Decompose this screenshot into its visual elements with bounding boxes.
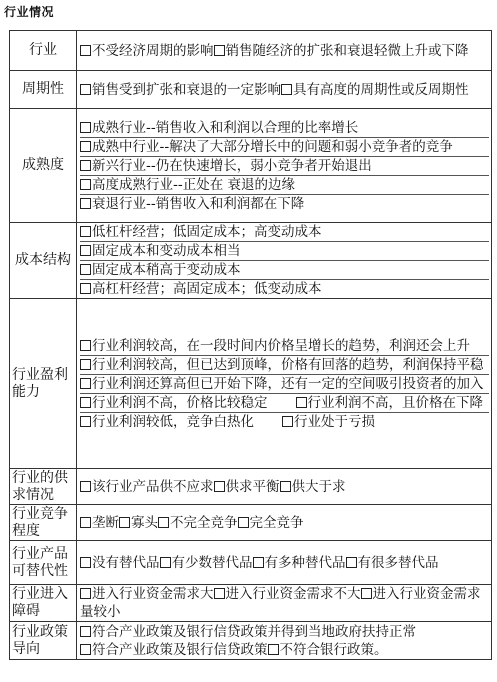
checkbox-icon[interactable] (80, 626, 91, 637)
option[interactable] (158, 515, 238, 531)
option-line (80, 356, 489, 375)
option-label: 符合产业政策及银行信贷政策 (92, 641, 268, 658)
option-line (80, 394, 489, 413)
option-line (80, 223, 489, 242)
option[interactable] (80, 120, 358, 136)
option[interactable] (80, 281, 322, 297)
row-label: 行业盈利能力 (10, 299, 77, 469)
checkbox-icon[interactable] (80, 160, 91, 171)
table-row (10, 541, 492, 585)
option[interactable] (80, 43, 214, 59)
option[interactable] (80, 139, 453, 155)
option[interactable] (281, 82, 469, 98)
row-label: 成本结构 (10, 223, 77, 299)
checkbox-icon[interactable] (214, 481, 225, 492)
option-label: 高杠杆经营；高固定成本；低变动成本 (92, 281, 322, 297)
row-label: 行业产品可替代性 (10, 541, 77, 585)
checkbox-icon[interactable] (282, 416, 293, 427)
option[interactable] (214, 43, 469, 59)
checkbox-icon[interactable] (80, 340, 91, 351)
row-label: 成熟度 (10, 109, 77, 223)
option-label: 完全竞争 (249, 514, 304, 531)
option-label: 行业利润较高，但已达到顶峰，价格有回落的趋势，利润保持平稳 (92, 356, 484, 373)
checkbox-icon[interactable] (80, 481, 91, 492)
option-label: 行业利润较低，竞争白热化 (92, 413, 254, 430)
checkbox-icon[interactable] (80, 122, 91, 133)
option[interactable] (238, 515, 304, 531)
checkbox-icon[interactable] (80, 644, 91, 655)
option[interactable] (80, 414, 254, 430)
options-cell (77, 71, 492, 109)
option[interactable] (253, 555, 346, 571)
option[interactable] (214, 586, 361, 602)
checkbox-icon[interactable] (80, 283, 91, 294)
option[interactable] (80, 224, 322, 240)
checkbox-icon[interactable] (268, 644, 279, 655)
options-cell (77, 505, 492, 541)
option[interactable] (80, 177, 295, 193)
option-line (80, 413, 489, 431)
table-row (10, 585, 492, 622)
option[interactable] (80, 158, 372, 174)
option-label: 固定成本稍高于变动成本 (92, 262, 241, 278)
option-label: 销售随经济的扩张和衰退轻微上升或下降 (225, 42, 469, 59)
option[interactable] (119, 515, 158, 531)
options-cell (77, 541, 492, 585)
option-label: 没有替代品 (92, 554, 160, 571)
option-label: 行业利润不高，价格比较稳定 (92, 394, 268, 411)
checkbox-icon[interactable] (80, 84, 91, 95)
option-line (80, 261, 489, 280)
options-cell (77, 223, 492, 299)
checkbox-icon[interactable] (80, 179, 91, 190)
row-label: 行业竞争程度 (10, 505, 77, 541)
option-label: 有少数替代品 (171, 554, 253, 571)
industry-assessment-table (9, 30, 492, 660)
option-label: 新兴行业--仍在快速增长，弱小竞争者开始退出 (92, 157, 372, 174)
table-row (10, 223, 492, 299)
checkbox-icon[interactable] (361, 588, 372, 599)
option-label: 进入行业资金需求不大 (225, 586, 361, 602)
option-label: 低杠杆经营；低固定成本；高变动成本 (92, 224, 322, 240)
option-line (80, 195, 489, 213)
options-cell (77, 299, 492, 469)
option[interactable] (346, 555, 439, 571)
table-row (10, 622, 492, 660)
option-label: 行业处于亏损 (294, 413, 375, 430)
row-label: 周期性 (10, 71, 77, 109)
checkbox-icon[interactable] (296, 397, 307, 408)
option-label: 成熟中行业--解决了大部分增长中的问题和弱小竞争者的竞争 (92, 138, 453, 155)
row-label: 行业政策导向 (10, 622, 77, 660)
option-label: 垄断 (92, 514, 119, 531)
option-label: 衰退行业--销售收入和利润都在下降 (92, 195, 305, 212)
checkbox-icon[interactable] (80, 557, 91, 568)
checkbox-icon[interactable] (80, 245, 91, 256)
option[interactable] (80, 642, 268, 658)
option[interactable] (214, 479, 280, 495)
table-row (10, 469, 492, 505)
option-label: 具有高度的周期性或反周期性 (293, 81, 469, 98)
option[interactable] (160, 555, 253, 571)
option-label: 不完全竞争 (170, 514, 238, 531)
checkbox-icon[interactable] (280, 481, 291, 492)
checkbox-icon[interactable] (160, 557, 171, 568)
option[interactable] (80, 395, 268, 411)
option-label: 成熟行业--销售收入和利润以合理的比率增长 (92, 119, 359, 136)
checkbox-icon[interactable] (80, 517, 91, 528)
option-label: 进入行业资金需求量较小 (80, 586, 481, 620)
option[interactable] (80, 338, 470, 354)
option[interactable] (80, 586, 214, 602)
option-label: 销售受到扩张和衰退的一定影响 (92, 81, 281, 98)
checkbox-icon[interactable] (80, 45, 91, 56)
checkbox-icon[interactable] (80, 378, 91, 389)
checkbox-icon[interactable] (80, 141, 91, 152)
checkbox-icon[interactable] (80, 416, 91, 427)
option[interactable] (80, 357, 484, 373)
checkbox-icon[interactable] (80, 588, 91, 599)
table-row (10, 505, 492, 541)
option[interactable] (80, 376, 484, 392)
options-cell (77, 109, 492, 223)
option[interactable] (296, 395, 484, 411)
row-label: 行业的供求情况 (10, 469, 77, 505)
option-label: 不符合银行政策。 (279, 641, 388, 658)
option-label: 有多种替代品 (264, 554, 346, 571)
option-label: 行业利润较高，在一段时间内价格呈增长的趋势，利润还会上升 (92, 337, 470, 354)
option-label: 行业利润不高，且价格在下降 (307, 394, 483, 411)
option-label: 进入行业资金需求大 (92, 586, 214, 602)
checkbox-icon[interactable] (158, 517, 169, 528)
option-line (80, 242, 489, 261)
options-cell (77, 31, 492, 71)
checkbox-icon[interactable] (80, 264, 91, 275)
option-label: 不受经济周期的影响 (92, 42, 214, 59)
option[interactable] (282, 414, 375, 430)
option-line (80, 176, 489, 195)
option[interactable] (80, 262, 241, 278)
option-label: 固定成本和变动成本相当 (92, 243, 241, 259)
option-line (80, 280, 489, 298)
option[interactable] (80, 479, 214, 495)
checkbox-icon[interactable] (80, 359, 91, 370)
checkbox-icon[interactable] (253, 557, 264, 568)
checkbox-icon[interactable] (80, 397, 91, 408)
option[interactable] (80, 243, 241, 259)
option-line (80, 138, 489, 157)
option-label: 高度成熟行业--正处在 衰退的边缘 (92, 176, 296, 193)
table-row (10, 109, 492, 223)
table-row (10, 71, 492, 109)
option-label: 行业利润还算高但已开始下降，还有一定的空间吸引投资者的加入 (92, 375, 484, 392)
checkbox-icon[interactable] (119, 517, 130, 528)
option[interactable] (80, 82, 281, 98)
options-cell (77, 469, 492, 505)
checkbox-icon[interactable] (238, 517, 249, 528)
option[interactable] (80, 555, 160, 571)
table-row (10, 299, 492, 469)
option-label: 该行业产品供不应求 (92, 478, 214, 495)
option[interactable] (80, 624, 416, 640)
row-label: 行业进入障碍 (10, 585, 77, 622)
option[interactable] (80, 196, 304, 212)
table-row (10, 31, 492, 71)
row-label: 行业 (10, 31, 77, 71)
option-line (80, 157, 489, 176)
option[interactable] (268, 642, 388, 658)
options-cell (77, 585, 492, 622)
option-label: 符合产业政策及银行信贷政策并得到当地政府扶持正常 (92, 623, 416, 640)
option-line (80, 119, 489, 138)
option-label: 有很多替代品 (357, 554, 439, 571)
checkbox-icon[interactable] (346, 557, 357, 568)
checkbox-icon[interactable] (214, 45, 225, 56)
checkbox-icon[interactable] (80, 198, 91, 209)
checkbox-icon[interactable] (80, 226, 91, 237)
checkbox-icon[interactable] (281, 84, 292, 95)
option-line (80, 375, 489, 394)
option-label: 寡头 (131, 514, 158, 531)
checkbox-icon[interactable] (214, 588, 225, 599)
option[interactable] (80, 515, 119, 531)
option-label: 供大于求 (291, 478, 346, 495)
option-label: 供求平衡 (225, 478, 280, 495)
option[interactable] (280, 479, 346, 495)
option-line (80, 337, 489, 356)
section-title: 行业情况 (4, 5, 55, 19)
options-cell (77, 622, 492, 660)
